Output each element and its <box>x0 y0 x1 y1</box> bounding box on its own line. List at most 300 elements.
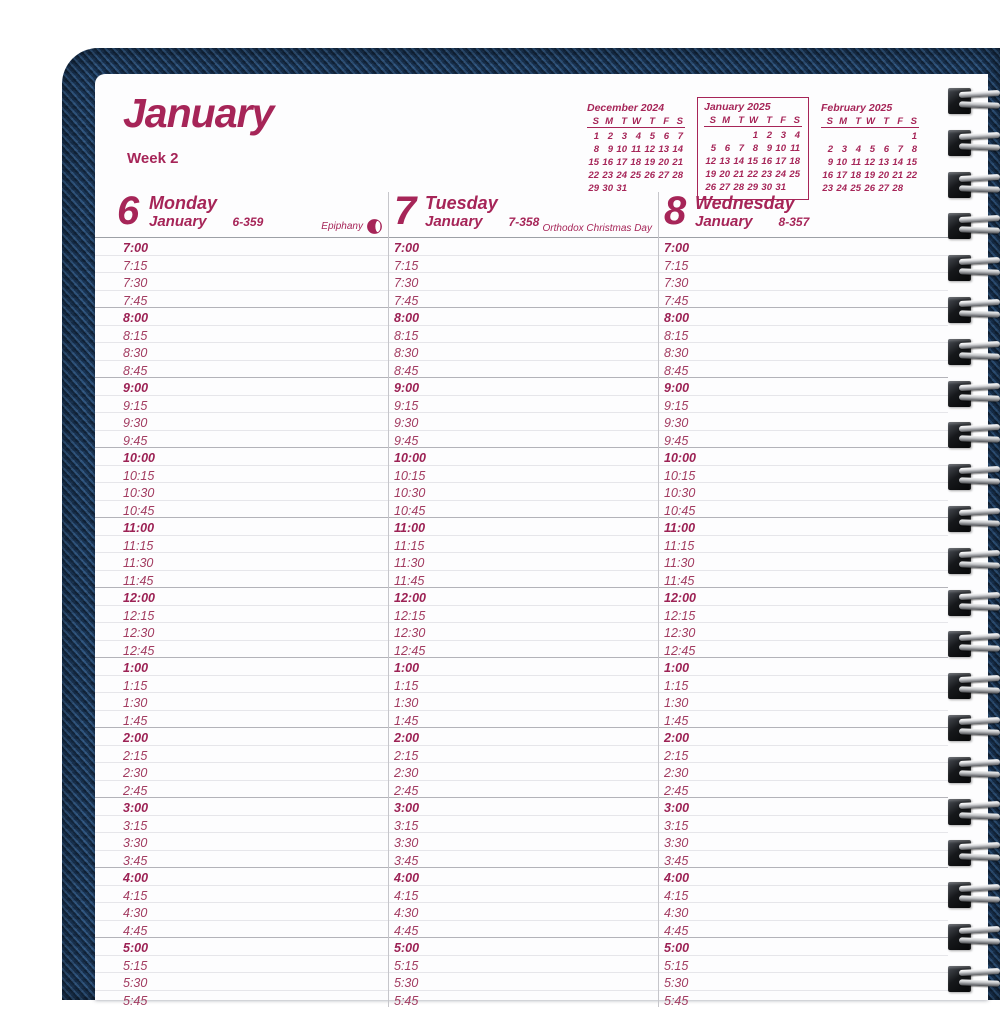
time-label: 7:00 <box>123 241 149 255</box>
day-header <box>389 189 658 237</box>
month-name: January <box>149 213 207 230</box>
time-slot-row <box>659 447 948 465</box>
mini-calendar-date: 17 <box>775 156 786 167</box>
time-label: 2:00 <box>664 731 690 745</box>
time-slot-row <box>659 412 948 430</box>
mini-calendar-date: 4 <box>855 144 861 155</box>
time-label: 9:15 <box>664 398 689 413</box>
time-label: 9:15 <box>394 398 419 413</box>
time-label: 1:45 <box>123 713 148 728</box>
time-slot-row <box>95 552 388 570</box>
time-slot-row <box>95 622 388 640</box>
mini-calendar-date: 24 <box>616 170 627 181</box>
mini-calendar-date: 18 <box>789 156 800 167</box>
mini-calendar-title: January 2025 <box>704 101 771 113</box>
day-of-year-code: 6-359 <box>232 215 264 229</box>
time-label: 8:00 <box>123 311 149 325</box>
time-slot-row <box>659 570 948 588</box>
mini-calendar-date: 23 <box>822 183 833 194</box>
mini-calendar-date: 4 <box>794 130 800 141</box>
time-label: 7:30 <box>123 276 148 290</box>
time-label: 3:30 <box>123 836 148 850</box>
mini-calendar-date: 7 <box>677 131 683 142</box>
weekday-name: Wednesday <box>695 193 795 213</box>
time-label: 3:15 <box>394 818 419 833</box>
time-label: 5:00 <box>394 941 420 955</box>
time-label: 9:45 <box>394 433 419 448</box>
mini-calendar-date: 7 <box>738 143 744 154</box>
mini-calendar-date: 18 <box>630 157 641 168</box>
time-slot-row <box>389 255 658 273</box>
time-slot-row <box>95 325 388 343</box>
time-slot-row <box>659 430 948 448</box>
day-of-week-letter: T <box>643 115 657 128</box>
day-column-monday <box>95 189 388 1008</box>
day-number: 6 <box>117 189 138 233</box>
mini-calendar-date: 14 <box>892 157 903 168</box>
day-of-year-code: 8-357 <box>778 215 810 229</box>
time-label: 4:15 <box>664 888 689 903</box>
time-grid-monday <box>95 237 388 1007</box>
time-slot-row <box>389 587 658 605</box>
mini-calendar-date: 24 <box>775 169 786 180</box>
mini-calendar-date: 17 <box>836 170 847 181</box>
time-label: 10:30 <box>394 486 426 500</box>
time-slot-row <box>95 727 388 745</box>
time-slot-row <box>95 237 388 255</box>
time-label: 12:30 <box>394 626 426 640</box>
time-label: 9:00 <box>394 381 420 395</box>
time-label: 7:15 <box>394 258 419 273</box>
time-label: 12:15 <box>394 608 426 623</box>
time-label: 8:30 <box>123 346 148 360</box>
time-slot-row <box>389 237 658 255</box>
time-slot-row <box>389 290 658 308</box>
time-label: 12:15 <box>664 608 696 623</box>
day-of-week-letter: T <box>615 115 629 128</box>
day-column-wednesday <box>658 189 948 1008</box>
time-label: 1:00 <box>664 661 690 675</box>
time-slot-row <box>95 657 388 675</box>
day-of-week-letter: M <box>601 115 615 128</box>
mini-calendar-date: 9 <box>827 157 833 168</box>
mini-calendar-date: 1 <box>911 131 917 142</box>
mini-calendar-date: 11 <box>851 157 861 168</box>
time-slot-row <box>95 780 388 798</box>
day-of-week-letter: W <box>746 114 760 127</box>
time-slot-row <box>659 237 948 255</box>
mini-calendar-december <box>587 102 685 195</box>
mini-calendar-date: 16 <box>822 170 833 181</box>
time-label: 11:30 <box>123 556 154 570</box>
time-slot-row <box>389 622 658 640</box>
time-slot-row <box>659 710 948 728</box>
time-slot-row <box>95 570 388 588</box>
mini-calendar-date: 28 <box>733 182 744 193</box>
time-label: 11:30 <box>394 556 425 570</box>
mini-calendar-date: 23 <box>761 169 772 180</box>
time-label: 1:00 <box>123 661 149 675</box>
time-slot-row <box>659 482 948 500</box>
time-slot-row <box>389 500 658 518</box>
time-label: 11:00 <box>123 521 155 535</box>
month-name: January <box>425 213 483 230</box>
time-slot-row <box>389 885 658 903</box>
time-slot-row <box>659 290 948 308</box>
time-label: 1:45 <box>394 713 419 728</box>
time-slot-row <box>95 885 388 903</box>
mini-calendar-january-current <box>697 97 809 200</box>
mini-calendar-date: 14 <box>733 156 744 167</box>
time-label: 8:00 <box>664 311 690 325</box>
time-label: 11:45 <box>394 573 425 588</box>
time-label: 5:45 <box>394 993 419 1008</box>
time-label: 9:15 <box>123 398 148 413</box>
mini-calendar-date: 26 <box>864 183 875 194</box>
time-slot-row <box>389 657 658 675</box>
mini-calendar-date: 13 <box>658 144 669 155</box>
time-slot-row <box>389 745 658 763</box>
time-label: 10:30 <box>123 486 155 500</box>
time-slot-row <box>659 605 948 623</box>
time-label: 9:45 <box>664 433 689 448</box>
time-slot-row <box>389 535 658 553</box>
time-label: 7:45 <box>664 293 689 308</box>
time-slot-row <box>659 762 948 780</box>
time-label: 3:45 <box>394 853 419 868</box>
time-slot-row <box>95 412 388 430</box>
time-label: 10:45 <box>123 503 155 518</box>
mini-calendar-date: 16 <box>602 157 613 168</box>
day-of-week-letter: T <box>877 115 891 128</box>
mini-calendar-date: 18 <box>850 170 861 181</box>
mini-calendar-date: 20 <box>878 170 889 181</box>
mini-calendar-date: 17 <box>616 157 627 168</box>
mini-calendar-date: 22 <box>906 170 917 181</box>
time-label: 8:45 <box>394 363 419 378</box>
time-slot-row <box>659 920 948 938</box>
time-label: 5:15 <box>664 958 689 973</box>
time-label: 8:15 <box>394 328 419 343</box>
time-slot-row <box>95 482 388 500</box>
mini-calendar-date: 19 <box>864 170 875 181</box>
time-slot-row <box>659 972 948 990</box>
time-slot-row <box>95 675 388 693</box>
time-label: 9:30 <box>394 416 419 430</box>
time-slot-row <box>659 937 948 955</box>
time-slot-row <box>659 815 948 833</box>
mini-calendar-date: 3 <box>621 131 627 142</box>
mini-calendar-date: 13 <box>719 156 730 167</box>
time-label: 10:00 <box>123 451 155 465</box>
mini-calendar-date: 16 <box>761 156 772 167</box>
time-slot-row <box>389 517 658 535</box>
time-slot-row <box>389 412 658 430</box>
time-slot-row <box>389 850 658 868</box>
time-label: 5:30 <box>394 976 419 990</box>
time-slot-row <box>95 342 388 360</box>
time-slot-row <box>659 955 948 973</box>
mini-calendar-date: 1 <box>752 130 758 141</box>
time-label: 3:15 <box>123 818 148 833</box>
time-label: 10:00 <box>664 451 696 465</box>
time-slot-row <box>659 360 948 378</box>
time-label: 11:15 <box>664 538 695 553</box>
time-slot-row <box>389 692 658 710</box>
time-label: 7:15 <box>664 258 689 273</box>
time-label: 5:30 <box>123 976 148 990</box>
time-label: 8:30 <box>394 346 419 360</box>
time-label: 3:00 <box>123 801 149 815</box>
mini-calendar-date: 28 <box>672 170 683 181</box>
mini-calendar-grid <box>821 115 919 195</box>
time-slot-row <box>389 990 658 1008</box>
mini-calendar-date <box>835 130 849 143</box>
time-label: 3:30 <box>394 836 419 850</box>
day-of-week-letter: W <box>863 115 877 128</box>
time-label: 1:30 <box>123 696 148 710</box>
mini-calendar-date: 26 <box>644 170 655 181</box>
time-label: 3:45 <box>123 853 148 868</box>
time-slot-row <box>389 307 658 325</box>
time-label: 10:15 <box>123 468 155 483</box>
mini-calendar-date: 8 <box>752 143 758 154</box>
time-label: 12:00 <box>123 591 155 605</box>
time-slot-row <box>389 342 658 360</box>
time-label: 2:45 <box>664 783 689 798</box>
mini-calendar-date <box>891 130 905 143</box>
mini-calendar-date: 14 <box>672 144 683 155</box>
time-label: 5:30 <box>664 976 689 990</box>
time-slot-row <box>659 902 948 920</box>
time-slot-row <box>659 587 948 605</box>
mini-calendar-date: 24 <box>836 183 847 194</box>
mini-calendar-date: 11 <box>631 144 641 155</box>
mini-calendar-date <box>732 129 746 142</box>
day-of-week-letter: S <box>671 115 685 128</box>
mini-calendar-date: 5 <box>649 131 655 142</box>
time-slot-row <box>389 605 658 623</box>
mini-calendar-date: 2 <box>766 130 772 141</box>
day-of-week-letter: S <box>788 114 802 127</box>
mini-calendar-date: 12 <box>705 156 716 167</box>
time-label: 1:30 <box>664 696 689 710</box>
time-label: 7:15 <box>123 258 148 273</box>
time-grid-wednesday <box>659 237 948 1007</box>
weekday-name: Monday <box>149 193 218 213</box>
day-of-year-code: 7-358 <box>508 215 540 229</box>
holiday-label: Orthodox Christmas Day <box>542 223 652 234</box>
time-label: 4:30 <box>394 906 419 920</box>
mini-calendar-date: 15 <box>588 157 599 168</box>
time-slot-row <box>659 377 948 395</box>
time-label: 2:00 <box>394 731 420 745</box>
time-label: 8:00 <box>394 311 420 325</box>
time-slot-row <box>389 902 658 920</box>
time-slot-row <box>659 535 948 553</box>
time-label: 2:00 <box>123 731 149 745</box>
mini-calendar-date: 5 <box>869 144 875 155</box>
time-label: 1:15 <box>664 678 689 693</box>
time-label: 11:15 <box>394 538 425 553</box>
time-label: 1:15 <box>123 678 148 693</box>
time-slot-row <box>95 255 388 273</box>
time-label: 10:30 <box>664 486 696 500</box>
time-slot-row <box>389 465 658 483</box>
mini-calendar-date: 11 <box>790 143 800 154</box>
time-label: 2:30 <box>664 766 689 780</box>
time-label: 11:30 <box>664 556 695 570</box>
time-slot-row <box>659 640 948 658</box>
time-label: 2:45 <box>394 783 419 798</box>
time-slot-row <box>95 360 388 378</box>
mini-calendar-date: 23 <box>602 170 613 181</box>
time-slot-row <box>389 920 658 938</box>
mini-calendar-date: 13 <box>878 157 889 168</box>
mini-calendar-date: 27 <box>878 183 889 194</box>
time-label: 4:45 <box>664 923 689 938</box>
time-slot-row <box>95 692 388 710</box>
mini-calendar-date: 6 <box>663 131 669 142</box>
weekday-name: Tuesday <box>425 193 498 213</box>
mini-calendar-date: 19 <box>705 169 716 180</box>
time-slot-row <box>659 657 948 675</box>
time-slot-row <box>389 762 658 780</box>
time-slot-row <box>95 640 388 658</box>
mini-calendar-date: 30 <box>602 183 613 194</box>
time-slot-row <box>95 745 388 763</box>
waxing-gibbous-moon-icon <box>367 219 382 234</box>
time-label: 1:15 <box>394 678 419 693</box>
time-slot-row <box>659 867 948 885</box>
mini-calendar-date: 7 <box>897 144 903 155</box>
time-slot-row <box>389 360 658 378</box>
time-slot-row <box>389 395 658 413</box>
time-slot-row <box>389 955 658 973</box>
time-label: 1:45 <box>664 713 689 728</box>
time-slot-row <box>389 972 658 990</box>
time-slot-row <box>95 832 388 850</box>
time-slot-row <box>95 850 388 868</box>
day-of-week-letter: S <box>821 115 835 128</box>
time-label: 5:00 <box>664 941 690 955</box>
time-slot-row <box>659 465 948 483</box>
day-header <box>95 189 388 237</box>
mini-calendar-date: 9 <box>766 143 772 154</box>
mini-calendar-date: 21 <box>892 170 903 181</box>
time-label: 1:30 <box>394 696 419 710</box>
time-label: 12:30 <box>664 626 696 640</box>
day-number: 7 <box>394 189 415 233</box>
time-label: 4:00 <box>664 871 690 885</box>
time-slot-row <box>659 342 948 360</box>
mini-calendar-title: February 2025 <box>821 102 893 114</box>
time-slot-row <box>659 727 948 745</box>
time-slot-row <box>659 255 948 273</box>
time-slot-row <box>95 762 388 780</box>
day-column-tuesday <box>388 189 658 1008</box>
time-label: 2:15 <box>123 748 148 763</box>
time-slot-row <box>389 570 658 588</box>
time-slot-row <box>95 395 388 413</box>
mini-calendar-date: 20 <box>719 169 730 180</box>
time-label: 2:15 <box>664 748 689 763</box>
mini-calendars <box>587 102 919 200</box>
time-slot-row <box>95 290 388 308</box>
mini-calendar-date: 29 <box>747 182 758 193</box>
mini-calendar-date <box>863 130 877 143</box>
mini-calendar-date: 6 <box>724 143 730 154</box>
time-label: 8:45 <box>664 363 689 378</box>
day-of-week-letter: S <box>905 115 919 128</box>
day-header <box>659 189 948 237</box>
mini-calendar-date: 5 <box>710 143 716 154</box>
mini-calendar-date: 1 <box>593 131 599 142</box>
time-label: 12:45 <box>394 643 426 658</box>
mini-calendar-date: 4 <box>635 131 641 142</box>
time-slot-row <box>95 972 388 990</box>
month-name: January <box>695 213 753 230</box>
mini-calendar-date <box>877 130 891 143</box>
mini-calendar-date: 22 <box>588 170 599 181</box>
time-label: 11:00 <box>394 521 426 535</box>
time-slot-row <box>95 307 388 325</box>
mini-calendar-date: 12 <box>644 144 655 155</box>
time-label: 11:00 <box>664 521 696 535</box>
planner-page <box>95 74 988 1008</box>
time-label: 9:00 <box>664 381 690 395</box>
time-slot-row <box>389 325 658 343</box>
time-slot-row <box>95 500 388 518</box>
mini-calendar-date: 25 <box>630 170 641 181</box>
time-label: 8:30 <box>664 346 689 360</box>
time-slot-row <box>95 430 388 448</box>
time-label: 4:30 <box>123 906 148 920</box>
time-label: 9:00 <box>123 381 149 395</box>
mini-calendar-date: 15 <box>906 157 917 168</box>
day-of-week-letter: W <box>629 115 643 128</box>
time-label: 8:15 <box>123 328 148 343</box>
time-label: 10:00 <box>394 451 426 465</box>
time-slot-row <box>95 710 388 728</box>
day-of-week-letter: F <box>891 115 905 128</box>
time-label: 7:30 <box>394 276 419 290</box>
day-of-week-letter: T <box>760 114 774 127</box>
time-slot-row <box>659 990 948 1008</box>
mini-calendar-date <box>704 129 718 142</box>
time-slot-row <box>659 675 948 693</box>
time-label: 3:45 <box>664 853 689 868</box>
time-slot-row <box>95 937 388 955</box>
time-slot-row <box>95 587 388 605</box>
time-label: 9:30 <box>123 416 148 430</box>
time-label: 12:45 <box>123 643 155 658</box>
time-slot-row <box>389 482 658 500</box>
time-label: 2:15 <box>394 748 419 763</box>
time-slot-row <box>659 797 948 815</box>
time-label: 4:00 <box>394 871 420 885</box>
time-label: 8:15 <box>664 328 689 343</box>
mini-calendar-date: 2 <box>827 144 833 155</box>
time-slot-row <box>95 815 388 833</box>
mini-calendar-date: 29 <box>588 183 599 194</box>
mini-calendar-date: 27 <box>719 182 730 193</box>
mini-calendar-date: 12 <box>864 157 875 168</box>
mini-calendar-grid <box>587 115 685 195</box>
mini-calendar-date <box>849 130 863 143</box>
time-label: 12:00 <box>664 591 696 605</box>
time-slot-row <box>95 920 388 938</box>
